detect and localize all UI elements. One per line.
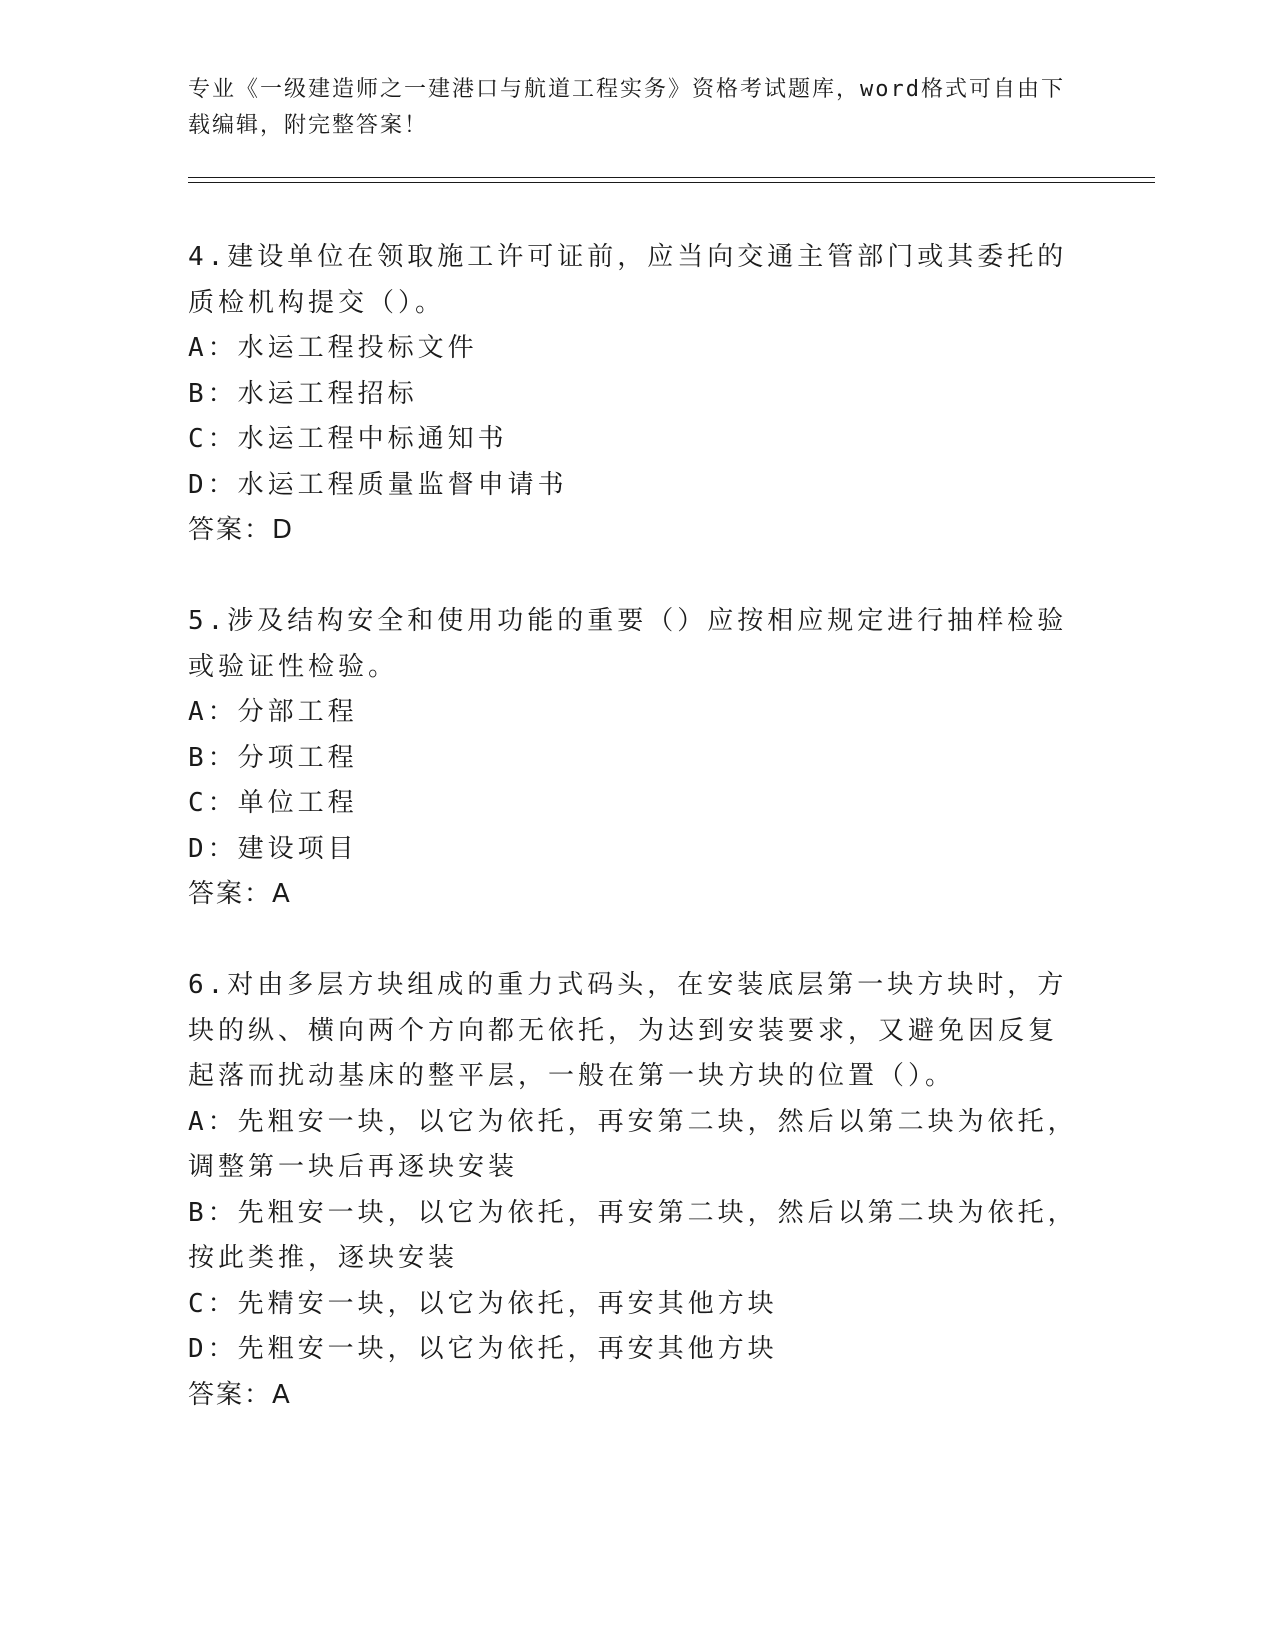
option-a: A：先粗安一块，以它为依托，再安第二块，然后以第二块为依托，调整第一块后再逐块安装 [188,1106,1078,1182]
question-text: 4.建设单位在领取施工许可证前，应当向交通主管部门或其委托的质检机构提交（）。 [188,242,1068,318]
answer: 答案：A [188,1379,292,1410]
option-d: D：建设项目 [188,833,358,864]
question-4 [188,235,1078,554]
question-text: 5.涉及结构安全和使用功能的重要（）应按相应规定进行抽样检验或验证性检验。 [188,606,1068,682]
question-text: 6.对由多层方块组成的重力式码头，在安装底层第一块方块时，方块的纵、横向两个方向都无依托，为达到安装要求，又避免因反复起落而扰动基床的整平层，一般在第一块方块的位置（）。 [188,970,1068,1091]
option-b: B：先粗安一块，以它为依托，再安第二块，然后以第二块为依托，按此类推，逐块安装 [188,1197,1078,1273]
answer: 答案：A [188,879,292,909]
option-c: C：水运工程中标通知书 [188,424,508,454]
option-c: C：先精安一块，以它为依托，再安其他方块 [188,1288,778,1319]
option-b: B：分项工程 [188,742,358,773]
question-6 [188,963,1078,1418]
option-d: D：水运工程质量监督申请书 [188,469,568,500]
option-b: B：水运工程招标 [188,378,418,409]
answer: 答案：D [188,515,295,545]
option-a: A：分部工程 [188,697,358,727]
document-intro: 专业《一级建造师之一建港口与航道工程实务》资格考试题库，word格式可自由下载编辑，附完整答案！ [188,77,1065,138]
header-divider-bottom [188,182,1155,183]
option-c: C：单位工程 [188,788,358,818]
header-divider-top [188,177,1155,178]
option-a: A：水运工程投标文件 [188,333,478,363]
question-5 [188,599,1078,918]
option-d: D：先粗安一块，以它为依托，再安其他方块 [188,1334,778,1364]
